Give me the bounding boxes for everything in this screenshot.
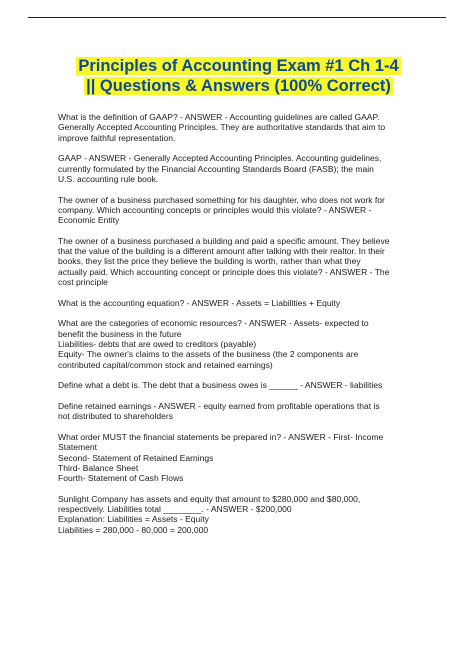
paragraph-line: improve faithful representation. [58,132,176,143]
title-line-text: || Questions & Answers (100% Correct) [86,77,391,95]
paragraph-line: books, they list the price they believe the building is worth, rather than what they [58,256,361,267]
title-line-text: Principles of Accounting Exam #1 Ch 1-4 [78,57,399,75]
paragraph-line: Define retained earnings - ANSWER - equity earned from profitable operations that is [58,400,380,411]
title-line [58,77,419,96]
paragraph-line: respectively. Liabilities total ________. - ANSWER - $200,000 [58,504,292,515]
paragraph-line: GAAP - ANSWER - Generally Accepted Accounting Principles. Accounting guidelines, [58,153,382,164]
paragraph-line: Liabilities = 280,000 - 80,000 = 200,000 [58,524,209,535]
paragraph-line: contributed capital/common stock and retained earnings) [58,359,273,370]
paragraph-line: Generally Accepted Accounting Principles. They are authoritative standards that aim to [58,122,386,133]
paragraph-line: company. Which accounting concepts or principles would this violate? - ANSWER - [58,204,372,215]
document-title [58,57,419,97]
paragraph-line: Explanation: Liabilities = Assets - Equity [58,514,209,525]
top-divider [28,17,446,18]
paragraph-line: Second- Statement of Retained Earnings [58,452,214,463]
paragraph-line: Economic Entity [58,215,120,226]
paragraph-line: not distributed to shareholders [58,411,173,422]
paragraph-line: What is the accounting equation? - ANSWER - Assets = Liabilities + Equity [58,297,341,308]
qa-paragraph [58,298,424,308]
qa-paragraph [58,236,424,287]
qa-paragraph [58,112,424,143]
paragraph-line: What order MUST the financial statements be prepared in? - ANSWER - First- Income [58,431,384,442]
paragraph-line: Fourth- Statement of Cash Flows [58,473,184,484]
paragraph-line: Define what a debt is. The debt that a business owes is ______ - ANSWER - liabilities [58,380,383,391]
qa-paragraph [58,318,424,369]
paragraph-line: cost principle [58,277,108,288]
paragraph-line: What are the categories of economic resources? - ANSWER - Assets- expected to [58,318,369,329]
paragraph-line: that the value of the building is a different amount after talking with their realtor. In their [58,246,385,257]
paragraph-line: The owner of a business purchased something for his daughter, who does not work for [58,194,385,205]
qa-paragraph [58,153,424,184]
paragraph-line: benefit the business in the future [58,328,182,339]
qa-paragraph [58,401,424,422]
title-line [58,57,419,76]
qa-paragraph [58,195,424,226]
paragraph-line: What is the definition of GAAP? - ANSWER - Accounting guidelines are called GAAP. [58,112,380,122]
paragraph-line: Third- Balance Sheet [58,462,139,473]
paragraph-line: currently formulated by the Financial Accounting Standards Board (FASB); the main [58,163,374,174]
paragraph-line: Sunlight Company has assets and equity that amount to $280,000 and $80,000, [58,493,361,504]
paragraph-line: Equity- The owner's claims to the assets of the business (the 2 components are [58,349,359,360]
paragraph-line: actually paid. Which accounting concept or principle does this violate? - ANSWER - The [58,266,390,277]
paragraph-line: U.S. accounting rule book. [58,173,159,184]
paragraph-line: The owner of a business purchased a building and paid a specific amount. They believe [58,235,390,246]
qa-paragraph [58,380,424,390]
document-body [58,112,424,545]
paragraph-line: Statement [58,442,97,453]
paragraph-line: Liabilities- debts that are owed to creditors (payable) [58,339,257,349]
qa-paragraph [58,432,424,483]
qa-paragraph [58,494,424,535]
